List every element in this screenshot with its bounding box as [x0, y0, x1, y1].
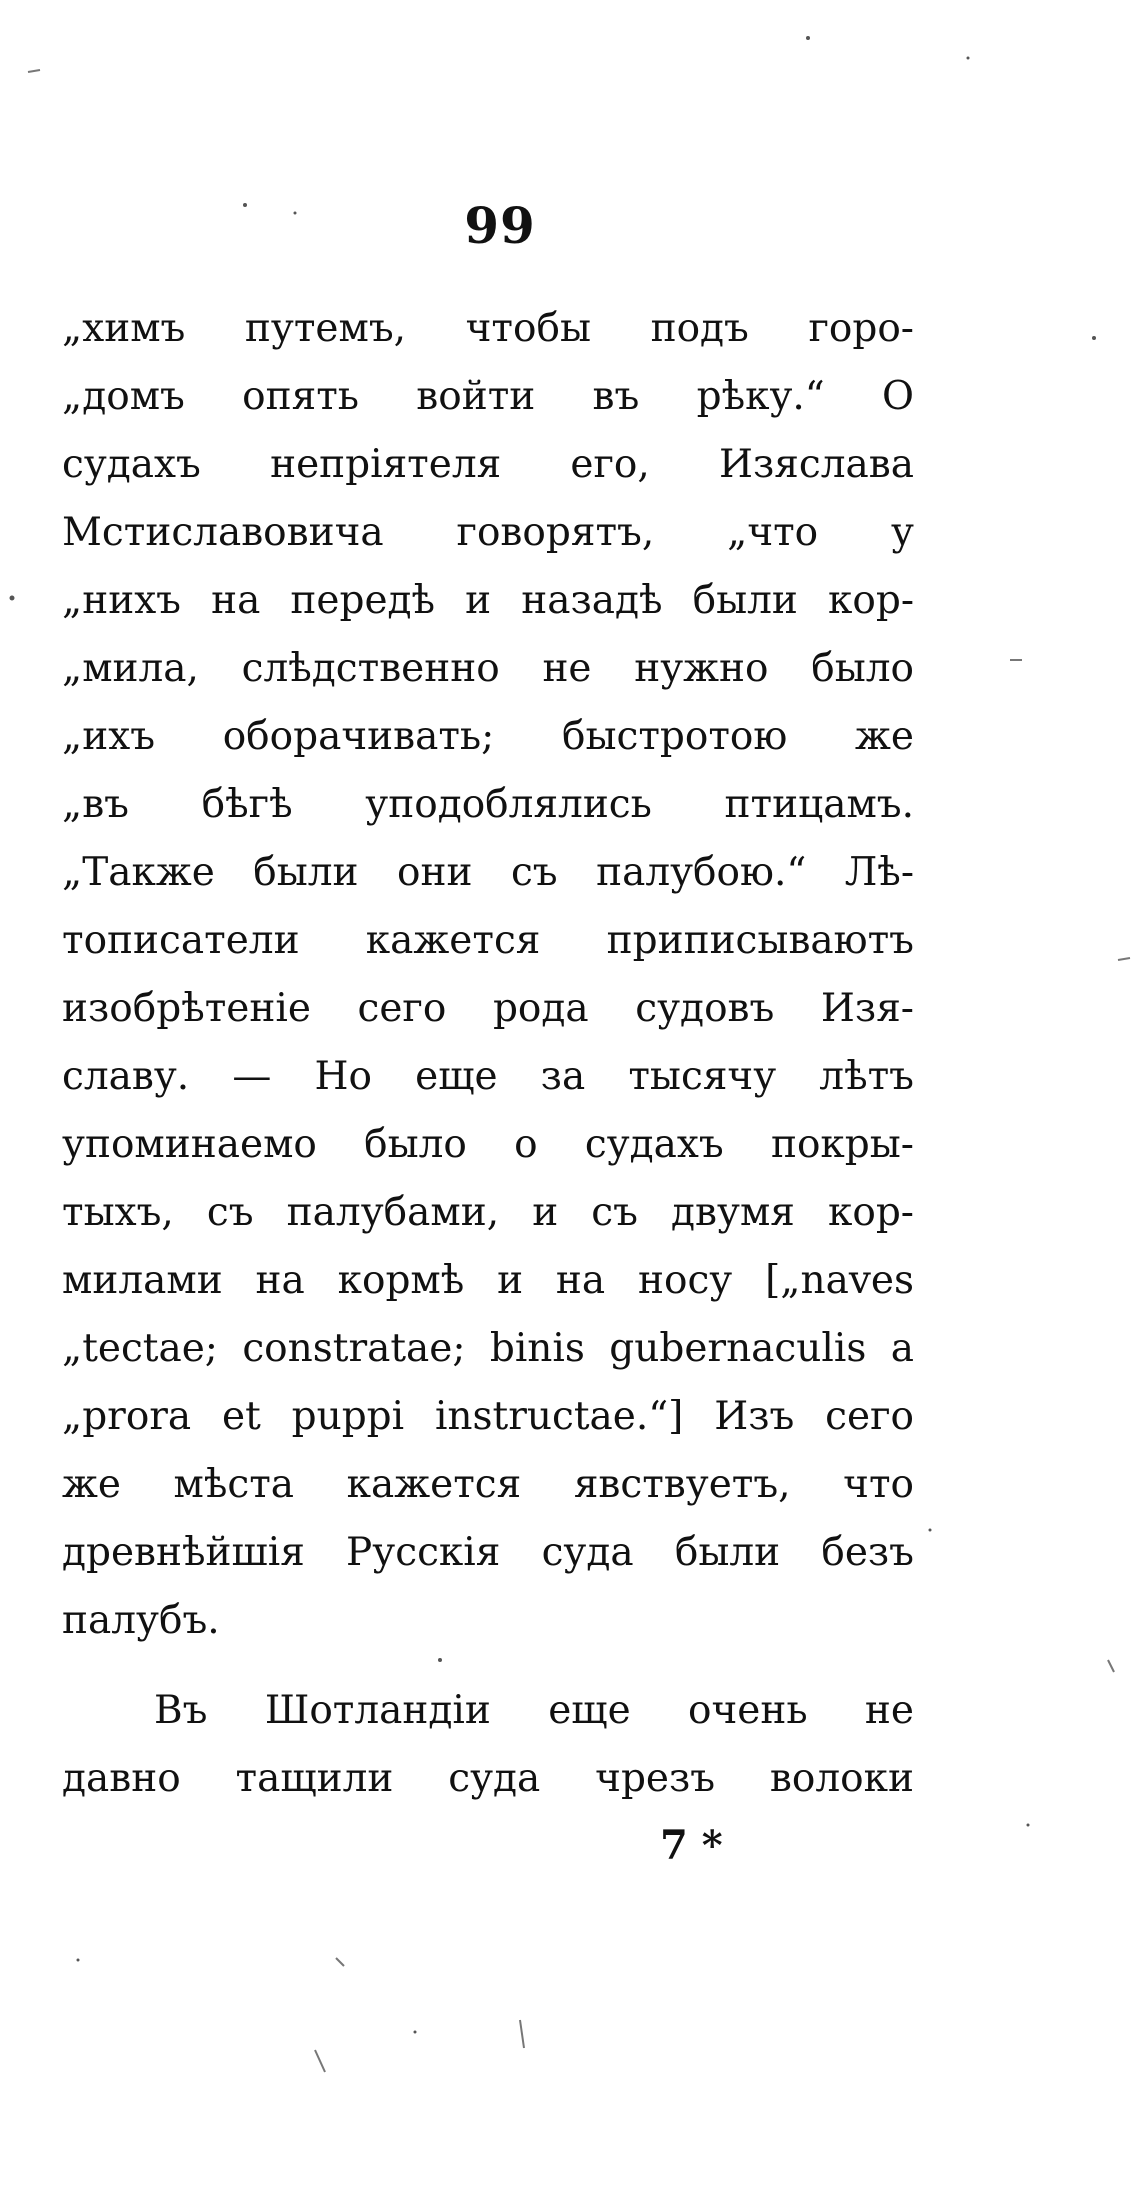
page-number: 99	[464, 196, 536, 255]
paper-speck	[520, 2020, 524, 2048]
paper-speck	[77, 1959, 80, 1962]
paper-speck	[28, 70, 40, 72]
text-line: „домъ опять войти въ рѣку.“ О	[62, 374, 914, 419]
text-line: давно тащили суда чрезъ волоки	[62, 1756, 914, 1801]
text-line: „prora et puppi instructae.“] Изъ сего	[62, 1394, 914, 1439]
paper-speck	[967, 57, 970, 60]
text-line: тыхъ, съ палубами, и съ двумя кор-	[62, 1190, 914, 1235]
text-line: изобрѣтеніе сего рода судовъ Изя-	[62, 986, 914, 1031]
text-line: же мѣста кажется явствуетъ, что	[62, 1462, 914, 1507]
text-line: древнѣйшія Русскія суда были безъ	[62, 1530, 914, 1575]
paper-speck	[10, 596, 15, 601]
paper-speck	[806, 36, 810, 40]
paper-speck	[1027, 1824, 1030, 1827]
text-line: „нихъ на передѣ и назадѣ были кор-	[62, 578, 914, 623]
paper-speck	[336, 1958, 344, 1966]
text-line: судахъ непріятеля его, Изяслава	[62, 442, 914, 487]
paper-speck	[315, 2050, 325, 2072]
text-line: упоминаемо было о судахъ покры-	[62, 1122, 914, 1167]
text-line: „химъ путемъ, чтобы подъ горо-	[62, 306, 914, 351]
text-line: палубъ.	[62, 1598, 220, 1643]
paper-speck	[1108, 1660, 1114, 1672]
text-line: Въ Шотландіи еще очень не	[154, 1688, 914, 1733]
text-line: Мстиславовича говорятъ, „что у	[62, 510, 914, 555]
paper-speck	[1118, 958, 1130, 960]
paragraph-gap	[62, 1655, 914, 1677]
paper-speck	[929, 1529, 932, 1532]
paper-speck	[1092, 336, 1096, 340]
paper-speck	[414, 2031, 417, 2034]
text-line: милами на кормѣ и на носу [„naves	[62, 1258, 914, 1303]
text-line: тописатели кажется приписываютъ	[62, 918, 914, 963]
text-line: славу. — Но еще за тысячу лѣтъ	[62, 1054, 914, 1099]
text-line: „въ бѣгѣ уподоблялись птицамъ.	[62, 782, 914, 827]
body-text	[62, 295, 914, 1813]
text-line: „мила, слѣдственно не нужно было	[62, 646, 914, 691]
signature-mark: 7 *	[660, 1822, 723, 1869]
text-line: „tectae; constratae; binis gubernaculis a	[62, 1326, 914, 1371]
text-line: „ихъ оборачивать; быстротою же	[62, 714, 914, 759]
text-line: „Также были они съ палубою.“ Лѣ-	[62, 850, 914, 895]
